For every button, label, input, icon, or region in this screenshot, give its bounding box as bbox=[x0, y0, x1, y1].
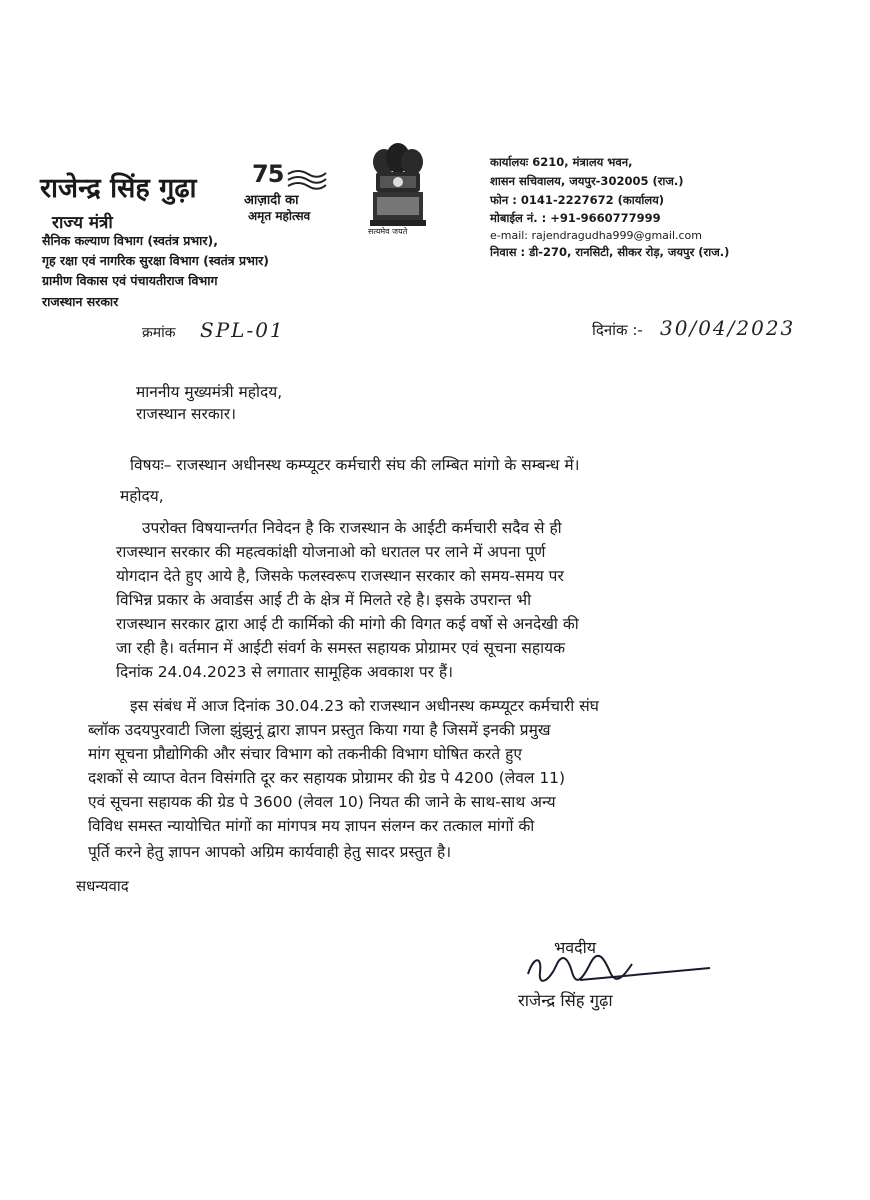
logo-line2: अमृत महोत्सव bbox=[248, 209, 311, 223]
flag-waves-icon bbox=[286, 168, 328, 190]
sender-title: राज्य मंत्री bbox=[52, 213, 113, 233]
paragraph2-line: विविध समस्त न्यायोचित मांगों का मांगपत्र मय ज्ञापन संलग्न कर तत्काल मांगों की bbox=[88, 817, 535, 835]
paragraph1-line: जा रही है। वर्तमान में आईटी संवर्ग के समस्त सहायक प्रोग्रामर एवं सूचना सहायक bbox=[116, 639, 566, 657]
yours-faithfully: भवदीय bbox=[554, 938, 597, 957]
paragraph2-line: पूर्ति करने हेतु ज्ञापन आपको अग्रिम कार्यवाही हेतु सादर प्रस्तुत है। bbox=[88, 843, 452, 861]
salutation: महोदय, bbox=[120, 487, 164, 505]
paragraph1-line: विभिन्न प्रकार के अवार्डस आई टी के क्षेत्र में मिलते रहे है। इसके उपरान्त भी bbox=[116, 591, 532, 609]
office-email: e-mail: rajendragudha999@gmail.com bbox=[490, 229, 702, 242]
department-line: सैनिक कल्याण विभाग (स्वतंत्र प्रभार), bbox=[42, 233, 218, 248]
office-phone: फोन : 0141-2227672 (कार्यालय) bbox=[490, 193, 665, 207]
department-line: ग्रामीण विकास एवं पंचायतीराज विभाग bbox=[42, 273, 218, 288]
logo-number: 75 bbox=[252, 160, 284, 188]
paragraph1-line: दिनांक 24.04.2023 से लगातार सामूहिक अवकाश पर हैं। bbox=[116, 663, 453, 681]
azadi-ka-amrit-mahotsav-logo bbox=[240, 160, 340, 230]
residence-address: निवास : डी-270, रानसिटी, सीकर रोड़, जयपुर (राज.) bbox=[490, 245, 730, 259]
closing-text: सधन्यवाद bbox=[76, 877, 129, 895]
logo-line1: आज़ादी का bbox=[244, 193, 299, 208]
paragraph2-line: एवं सूचना सहायक की ग्रेड पे 3600 (लेवल 10) नियत की जाने के साथ-साथ अन्य bbox=[88, 793, 556, 811]
office-address: शासन सचिवालय, जयपुर-302005 (राज.) bbox=[490, 174, 684, 188]
paragraph1-line: उपरोक्त विषयान्तर्गत निवेदन है कि राजस्थान के आईटी कर्मचारी सदैव से ही bbox=[142, 519, 562, 537]
office-address: कार्यालयः 6210, मंत्रालय भवन, bbox=[490, 155, 633, 169]
paragraph1-line: राजस्थान सरकार द्वारा आई टी कार्मिको की मांगो की विगत कई वर्षो से अनदेखी की bbox=[116, 615, 579, 633]
reference-number-label: क्रमांक bbox=[142, 325, 176, 341]
signatory-name: राजेन्द्र सिंह गुढ़ा bbox=[518, 991, 613, 1010]
date-value: 30/04/2023 bbox=[660, 316, 796, 340]
handwritten-signature bbox=[520, 950, 720, 990]
national-emblem-icon bbox=[360, 140, 436, 240]
office-mobile: मोबाईल नं. : +91-9660777999 bbox=[490, 211, 661, 225]
reference-number: SPL-01 bbox=[200, 318, 285, 342]
paragraph2-line: ब्लॉक उदयपुरवाटी जिला झुंझुनूं द्वारा ज्ञापन प्रस्तुत किया गया है जिसमें इनकी प्रमुख bbox=[88, 721, 551, 739]
department-line: गृह रक्षा एवं नागरिक सुरक्षा विभाग (स्वतंत्र प्रभार) bbox=[42, 253, 270, 268]
paragraph2-line: इस संबंध में आज दिनांक 30.04.23 को राजस्थान अधीनस्थ कम्प्यूटर कर्मचारी संघ bbox=[130, 697, 599, 715]
subject-line: विषयः– राजस्थान अधीनस्थ कम्प्यूटर कर्मचारी संघ की लम्बित मांगो के सम्बन्ध में। bbox=[130, 456, 580, 474]
sender-name: राजेन्द्र सिंह गुढ़ा bbox=[40, 173, 197, 204]
paragraph1-line: राजस्थान सरकार की महत्वकांक्षी योजनाओ को धरातल पर लाने में अपना पूर्ण bbox=[116, 543, 546, 561]
paragraph1-line: योगदान देते हुए आये है, जिसके फलस्वरूप राजस्थान सरकार को समय-समय पर bbox=[116, 567, 564, 585]
addressee-line: माननीय मुख्यमंत्री महोदय, bbox=[136, 383, 283, 401]
date-label: दिनांक :- bbox=[592, 321, 643, 339]
department-line: राजस्थान सरकार bbox=[42, 294, 119, 309]
paragraph2-line: दशकों से व्याप्त वेतन विसंगति दूर कर सहायक प्रोग्रामर की ग्रेड पे 4200 (लेवल 11) bbox=[88, 769, 566, 787]
paragraph2-line: मांग सूचना प्रौद्योगिकी और संचार विभाग को तकनीकी विभाग घोषित करते हुए bbox=[88, 745, 522, 763]
addressee-line: राजस्थान सरकार। bbox=[136, 405, 236, 423]
emblem-caption: सत्यमेव जयते bbox=[368, 227, 408, 236]
